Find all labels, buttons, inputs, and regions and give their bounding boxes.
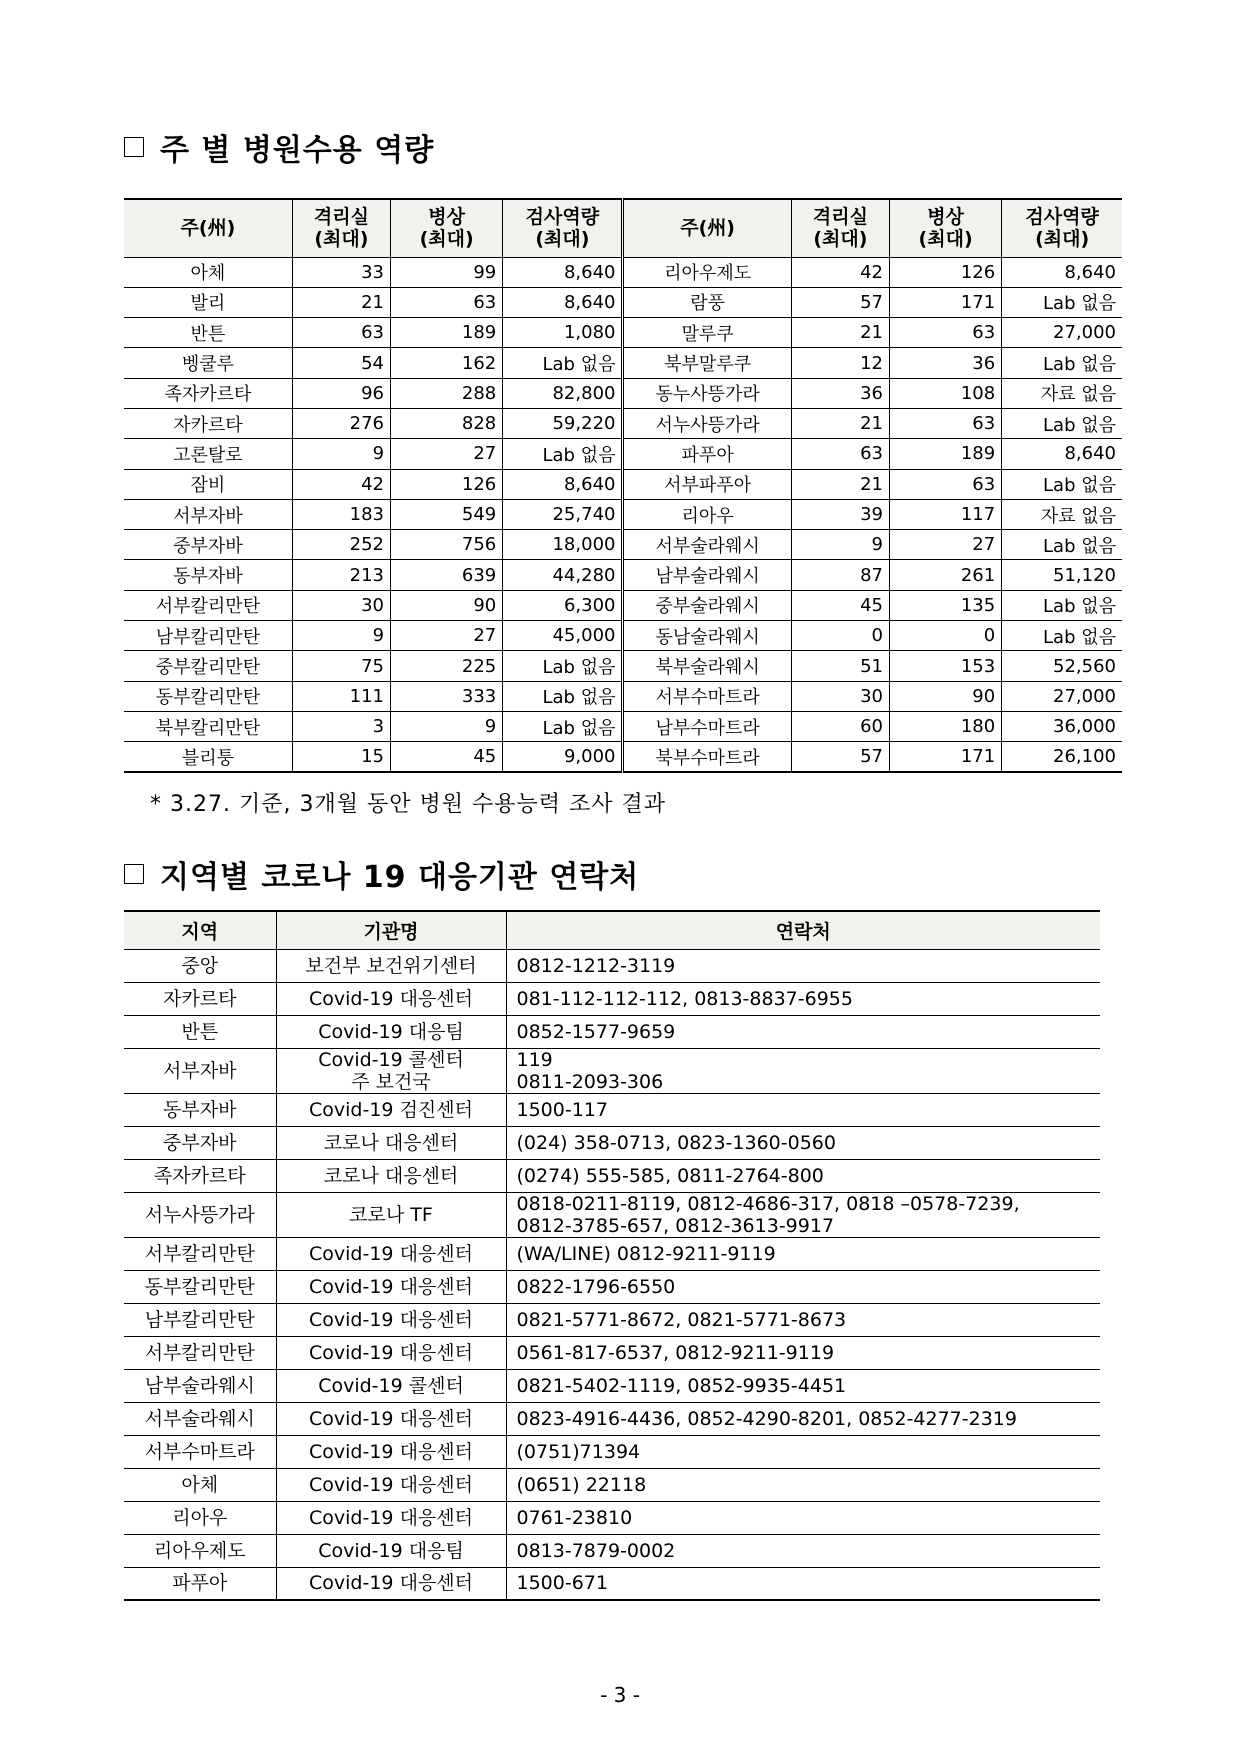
table-row	[124, 1534, 1100, 1567]
region-cell: 중앙	[124, 949, 276, 982]
state-name-cell: 자카르타	[124, 408, 292, 438]
org-line: Covid-19 대응팀	[318, 1020, 464, 1043]
contact-cell	[506, 1468, 1100, 1501]
contact-line: 0561-817-6537, 0812-9211-9119	[516, 1341, 835, 1364]
beds-cell: 162	[391, 348, 503, 378]
contact-cell	[506, 982, 1100, 1015]
table-row	[124, 408, 1122, 438]
state-name-cell: 북부칼리만탄	[124, 711, 292, 741]
table-header-row	[124, 911, 1100, 949]
isolation-cell: 3	[292, 711, 390, 741]
isolation-cell: 54	[292, 348, 390, 378]
contact-line: (024) 358-0713, 0823-1360-0560	[516, 1131, 836, 1154]
contact-cell	[506, 1159, 1100, 1192]
table-row	[124, 681, 1122, 711]
table-row	[124, 1369, 1100, 1402]
table-row	[124, 1402, 1100, 1435]
region-cell: 중부자바	[124, 1126, 276, 1159]
beds-cell: 27	[889, 530, 1001, 560]
isolation-cell: 63	[292, 318, 390, 348]
contact-line: 1500-671	[516, 1572, 608, 1595]
testing-cell: Lab 없음	[503, 651, 623, 681]
contact-line: (0274) 555-585, 0811-2764-800	[516, 1164, 824, 1187]
org-cell	[276, 982, 506, 1015]
table-row	[124, 469, 1122, 499]
isolation-cell: 21	[791, 408, 889, 438]
testing-cell: 8,640	[503, 287, 623, 317]
org-cell	[276, 1303, 506, 1336]
beds-cell: 90	[889, 681, 1001, 711]
table-row	[124, 1093, 1100, 1126]
section-title-text: 지역별 코로나 19 대응기관 연락처	[160, 860, 640, 895]
org-line: Covid-19 콜센터	[318, 1048, 464, 1071]
header-isolation: 격리실 (최대)	[791, 199, 889, 257]
contact-line: (WA/LINE) 0812-9211-9119	[516, 1242, 776, 1265]
contact-line: 0761-23810	[516, 1506, 633, 1529]
org-line: Covid-19 대응팀	[318, 1539, 464, 1562]
testing-cell: 51,120	[1002, 560, 1122, 590]
state-name-cell: 남부칼리만탄	[124, 621, 292, 651]
region-cell: 자카르타	[124, 982, 276, 1015]
org-cell	[276, 1093, 506, 1126]
section-title-capacity	[124, 125, 434, 169]
org-cell	[276, 1270, 506, 1303]
state-name-cell: 반튼	[124, 318, 292, 348]
org-line: Covid-19 검진센터	[309, 1098, 473, 1121]
isolation-cell: 30	[791, 681, 889, 711]
beds-cell: 63	[889, 469, 1001, 499]
region-cell: 서부수마트라	[124, 1435, 276, 1468]
isolation-cell: 252	[292, 530, 390, 560]
org-cell	[276, 1435, 506, 1468]
org-cell	[276, 1336, 506, 1369]
testing-cell: 8,640	[1002, 439, 1122, 469]
isolation-cell: 276	[292, 408, 390, 438]
org-line: Covid-19 대응센터	[309, 1473, 473, 1496]
page-number: - 3 -	[600, 1683, 640, 1707]
table-row	[124, 1192, 1100, 1237]
region-cell: 아체	[124, 1468, 276, 1501]
region-cell: 서부칼리만탄	[124, 1336, 276, 1369]
testing-cell: 44,280	[503, 560, 623, 590]
beds-cell: 108	[889, 378, 1001, 408]
testing-cell: Lab 없음	[1002, 408, 1122, 438]
section-title-text: 주 별 병원수용 역량	[160, 133, 435, 168]
contact-line: 0811-2093-306	[516, 1070, 664, 1093]
testing-cell: 9,000	[503, 742, 623, 772]
beds-cell: 126	[889, 257, 1001, 287]
checkbox-icon	[124, 137, 144, 157]
org-line: 코로나 대응센터	[323, 1131, 459, 1154]
beds-cell: 261	[889, 560, 1001, 590]
contact-line: 0852-1577-9659	[516, 1020, 676, 1043]
state-name-cell: 남부술라웨시	[623, 560, 791, 590]
isolation-cell: 21	[791, 318, 889, 348]
org-line: Covid-19 대응센터	[309, 1506, 473, 1529]
isolation-cell: 0	[791, 621, 889, 651]
beds-cell: 756	[391, 530, 503, 560]
region-cell: 서부자바	[124, 1048, 276, 1093]
state-name-cell: 고론탈로	[124, 439, 292, 469]
region-cell: 남부술라웨시	[124, 1369, 276, 1402]
beds-cell: 171	[889, 742, 1001, 772]
contact-line: 0813-7879-0002	[516, 1539, 676, 1562]
header-region: 지역	[124, 911, 276, 949]
state-name-cell: 동부칼리만탄	[124, 681, 292, 711]
testing-cell: 8,640	[503, 469, 623, 499]
header-beds: 병상 (최대)	[391, 199, 503, 257]
isolation-cell: 21	[791, 469, 889, 499]
beds-cell: 27	[391, 621, 503, 651]
isolation-cell: 42	[791, 257, 889, 287]
beds-cell: 90	[391, 590, 503, 620]
org-cell	[276, 949, 506, 982]
beds-cell: 63	[889, 318, 1001, 348]
testing-cell: 36,000	[1002, 711, 1122, 741]
region-cell: 서부칼리만탄	[124, 1237, 276, 1270]
org-line: 보건부 보건위기센터	[305, 954, 477, 977]
state-name-cell: 중부칼리만탄	[124, 651, 292, 681]
state-name-cell: 블리퉁	[124, 742, 292, 772]
contact-cell	[506, 1093, 1100, 1126]
region-cell: 서부술라웨시	[124, 1402, 276, 1435]
table-row	[124, 621, 1122, 651]
testing-cell: Lab 없음	[503, 711, 623, 741]
contacts-table	[124, 910, 1100, 1601]
isolation-cell: 36	[791, 378, 889, 408]
beds-cell: 27	[391, 439, 503, 469]
beds-cell: 9	[391, 711, 503, 741]
isolation-cell: 51	[791, 651, 889, 681]
table-row	[124, 1126, 1100, 1159]
table-row	[124, 348, 1122, 378]
table-row	[124, 1567, 1100, 1600]
state-name-cell: 족자카르타	[124, 378, 292, 408]
contact-cell	[506, 1015, 1100, 1048]
contact-cell	[506, 1237, 1100, 1270]
contact-line: (0651) 22118	[516, 1473, 647, 1496]
beds-cell: 153	[889, 651, 1001, 681]
beds-cell: 225	[391, 651, 503, 681]
org-line: Covid-19 대응센터	[309, 1242, 473, 1265]
region-cell: 서누사뜽가라	[124, 1192, 276, 1237]
table-row	[124, 378, 1122, 408]
testing-cell: Lab 없음	[503, 348, 623, 378]
org-cell	[276, 1369, 506, 1402]
beds-cell: 288	[391, 378, 503, 408]
isolation-cell: 30	[292, 590, 390, 620]
state-name-cell: 서부파푸아	[623, 469, 791, 499]
region-cell: 반튼	[124, 1015, 276, 1048]
region-cell: 동부칼리만탄	[124, 1270, 276, 1303]
testing-cell: 18,000	[503, 530, 623, 560]
region-cell: 파푸아	[124, 1567, 276, 1600]
isolation-cell: 57	[791, 742, 889, 772]
state-name-cell: 남부수마트라	[623, 711, 791, 741]
testing-cell: 26,100	[1002, 742, 1122, 772]
org-cell	[276, 1534, 506, 1567]
state-name-cell: 북부수마트라	[623, 742, 791, 772]
state-name-cell: 리아우제도	[623, 257, 791, 287]
table-row	[124, 318, 1122, 348]
testing-cell: 45,000	[503, 621, 623, 651]
state-name-cell: 중부자바	[124, 530, 292, 560]
state-name-cell: 동부자바	[124, 560, 292, 590]
table-row	[124, 1435, 1100, 1468]
beds-cell: 549	[391, 499, 503, 529]
testing-cell: Lab 없음	[1002, 287, 1122, 317]
table-row	[124, 1303, 1100, 1336]
state-name-cell: 발리	[124, 287, 292, 317]
isolation-cell: 33	[292, 257, 390, 287]
org-cell	[276, 1048, 506, 1093]
isolation-cell: 213	[292, 560, 390, 590]
beds-cell: 333	[391, 681, 503, 711]
state-name-cell: 북부말루쿠	[623, 348, 791, 378]
table-row	[124, 590, 1122, 620]
header-org: 기관명	[276, 911, 506, 949]
testing-cell: 자료 없음	[1002, 499, 1122, 529]
table-row	[124, 439, 1122, 469]
testing-cell: 8,640	[1002, 257, 1122, 287]
isolation-cell: 111	[292, 681, 390, 711]
testing-cell: Lab 없음	[503, 681, 623, 711]
region-cell: 동부자바	[124, 1093, 276, 1126]
header-state: 주(州)	[623, 199, 791, 257]
contact-cell	[506, 1270, 1100, 1303]
testing-cell: 59,220	[503, 408, 623, 438]
testing-cell: Lab 없음	[503, 439, 623, 469]
state-name-cell: 벵쿨루	[124, 348, 292, 378]
isolation-cell: 60	[791, 711, 889, 741]
isolation-cell: 96	[292, 378, 390, 408]
testing-cell: 자료 없음	[1002, 378, 1122, 408]
isolation-cell: 87	[791, 560, 889, 590]
state-name-cell: 리아우	[623, 499, 791, 529]
table-row	[124, 1468, 1100, 1501]
beds-cell: 63	[391, 287, 503, 317]
beds-cell: 639	[391, 560, 503, 590]
region-cell: 족자카르타	[124, 1159, 276, 1192]
table-row	[124, 1015, 1100, 1048]
org-line: 주 보건국	[351, 1070, 431, 1093]
state-name-cell: 서부자바	[124, 499, 292, 529]
isolation-cell: 45	[791, 590, 889, 620]
testing-cell: 6,300	[503, 590, 623, 620]
state-name-cell: 북부술라웨시	[623, 651, 791, 681]
table-row	[124, 1159, 1100, 1192]
contact-line: 0822-1796-6550	[516, 1275, 676, 1298]
contact-line: (0751)71394	[516, 1440, 641, 1463]
contact-line: 0823-4916-4436, 0852-4290-8201, 0852-4277-2319	[516, 1407, 1017, 1430]
org-cell	[276, 1015, 506, 1048]
isolation-cell: 39	[791, 499, 889, 529]
beds-cell: 135	[889, 590, 1001, 620]
table-row	[124, 651, 1122, 681]
state-name-cell: 파푸아	[623, 439, 791, 469]
contact-line: 0812-1212-3119	[516, 954, 676, 977]
org-cell	[276, 1192, 506, 1237]
beds-cell: 36	[889, 348, 1001, 378]
isolation-cell: 9	[292, 621, 390, 651]
testing-cell: Lab 없음	[1002, 621, 1122, 651]
contact-line: 1500-117	[516, 1098, 608, 1121]
contact-line: 0812-3785-657, 0812-3613-9917	[516, 1214, 835, 1237]
table-row	[124, 257, 1122, 287]
isolation-cell: 63	[791, 439, 889, 469]
region-cell: 남부칼리만탄	[124, 1303, 276, 1336]
table-row	[124, 1270, 1100, 1303]
contact-line: 081-112-112-112, 0813-8837-6955	[516, 987, 853, 1010]
org-line: Covid-19 대응센터	[309, 1440, 473, 1463]
beds-cell: 126	[391, 469, 503, 499]
isolation-cell: 57	[791, 287, 889, 317]
state-name-cell: 동남술라웨시	[623, 621, 791, 651]
contact-cell	[506, 1435, 1100, 1468]
table-row	[124, 530, 1122, 560]
state-name-cell: 동누사뜽가라	[623, 378, 791, 408]
org-line: Covid-19 대응센터	[309, 987, 473, 1010]
org-line: Covid-19 대응센터	[309, 1341, 473, 1364]
isolation-cell: 42	[292, 469, 390, 499]
org-cell	[276, 1402, 506, 1435]
org-line: 코로나 대응센터	[323, 1164, 459, 1187]
state-name-cell: 서부술라웨시	[623, 530, 791, 560]
org-cell	[276, 1159, 506, 1192]
beds-cell: 99	[391, 257, 503, 287]
beds-cell: 0	[889, 621, 1001, 651]
header-testing: 검사역량 (최대)	[503, 199, 623, 257]
contact-cell	[506, 1126, 1100, 1159]
testing-cell: Lab 없음	[1002, 469, 1122, 499]
beds-cell: 117	[889, 499, 1001, 529]
contact-cell	[506, 1303, 1100, 1336]
beds-cell: 828	[391, 408, 503, 438]
table-row	[124, 1501, 1100, 1534]
state-name-cell: 아체	[124, 257, 292, 287]
header-contact: 연락처	[506, 911, 1100, 949]
org-cell	[276, 1468, 506, 1501]
beds-cell: 189	[391, 318, 503, 348]
header-beds: 병상 (최대)	[889, 199, 1001, 257]
contact-cell	[506, 1336, 1100, 1369]
testing-cell: 8,640	[503, 257, 623, 287]
isolation-cell: 9	[791, 530, 889, 560]
testing-cell: 27,000	[1002, 318, 1122, 348]
contact-line: 0818-0211-8119, 0812-4686-317, 0818 –0578-7239,	[516, 1192, 1020, 1215]
header-isolation: 격리실 (최대)	[292, 199, 390, 257]
isolation-cell: 15	[292, 742, 390, 772]
table-row	[124, 560, 1122, 590]
contact-line: 0821-5402-1119, 0852-9935-4451	[516, 1374, 847, 1397]
isolation-cell: 21	[292, 287, 390, 317]
state-name-cell: 람풍	[623, 287, 791, 317]
contact-line: 119	[516, 1048, 553, 1071]
table-row	[124, 711, 1122, 741]
state-name-cell: 잠비	[124, 469, 292, 499]
org-cell	[276, 1126, 506, 1159]
beds-cell: 180	[889, 711, 1001, 741]
beds-cell: 45	[391, 742, 503, 772]
org-line: Covid-19 대응센터	[309, 1407, 473, 1430]
org-line: Covid-19 대응센터	[309, 1275, 473, 1298]
isolation-cell: 12	[791, 348, 889, 378]
org-cell	[276, 1237, 506, 1270]
org-line: Covid-19 대응센터	[309, 1572, 473, 1595]
region-cell: 리아우제도	[124, 1534, 276, 1567]
state-name-cell: 서부칼리만탄	[124, 590, 292, 620]
testing-cell: 1,080	[503, 318, 623, 348]
table-row	[124, 1336, 1100, 1369]
org-cell	[276, 1501, 506, 1534]
table-row	[124, 1237, 1100, 1270]
org-line: Covid-19 콜센터	[318, 1374, 464, 1397]
checkbox-icon	[124, 864, 144, 884]
org-line: 코로나 TF	[349, 1203, 433, 1226]
state-name-cell: 중부술라웨시	[623, 590, 791, 620]
contact-line: 0821-5771-8672, 0821-5771-8673	[516, 1308, 847, 1331]
testing-cell: Lab 없음	[1002, 348, 1122, 378]
testing-cell: Lab 없음	[1002, 530, 1122, 560]
header-state: 주(州)	[124, 199, 292, 257]
table-row	[124, 499, 1122, 529]
org-line: Covid-19 대응센터	[309, 1308, 473, 1331]
state-name-cell: 말루쿠	[623, 318, 791, 348]
beds-cell: 171	[889, 287, 1001, 317]
region-cell: 리아우	[124, 1501, 276, 1534]
beds-cell: 63	[889, 408, 1001, 438]
contact-cell	[506, 1192, 1100, 1237]
isolation-cell: 9	[292, 439, 390, 469]
contact-cell	[506, 1369, 1100, 1402]
isolation-cell: 183	[292, 499, 390, 529]
table-row	[124, 1048, 1100, 1093]
section-title-contacts	[124, 852, 639, 896]
table-row	[124, 742, 1122, 772]
testing-cell: 82,800	[503, 378, 623, 408]
testing-cell: Lab 없음	[1002, 590, 1122, 620]
contact-cell	[506, 1567, 1100, 1600]
testing-cell: 27,000	[1002, 681, 1122, 711]
table-row	[124, 949, 1100, 982]
contact-cell	[506, 1501, 1100, 1534]
contact-cell	[506, 1402, 1100, 1435]
contact-cell	[506, 1048, 1100, 1093]
state-name-cell: 서부수마트라	[623, 681, 791, 711]
footnote: * 3.27. 기준, 3개월 동안 병원 수용능력 조사 결과	[150, 792, 666, 817]
table-row	[124, 982, 1100, 1015]
testing-cell: 52,560	[1002, 651, 1122, 681]
table-header-row	[124, 199, 1122, 257]
table-row	[124, 287, 1122, 317]
hospital-capacity-table	[124, 198, 1122, 773]
header-testing: 검사역량 (최대)	[1002, 199, 1122, 257]
org-cell	[276, 1567, 506, 1600]
contact-cell	[506, 1534, 1100, 1567]
testing-cell: 25,740	[503, 499, 623, 529]
state-name-cell: 서누사뜽가라	[623, 408, 791, 438]
isolation-cell: 75	[292, 651, 390, 681]
beds-cell: 189	[889, 439, 1001, 469]
contact-cell	[506, 949, 1100, 982]
